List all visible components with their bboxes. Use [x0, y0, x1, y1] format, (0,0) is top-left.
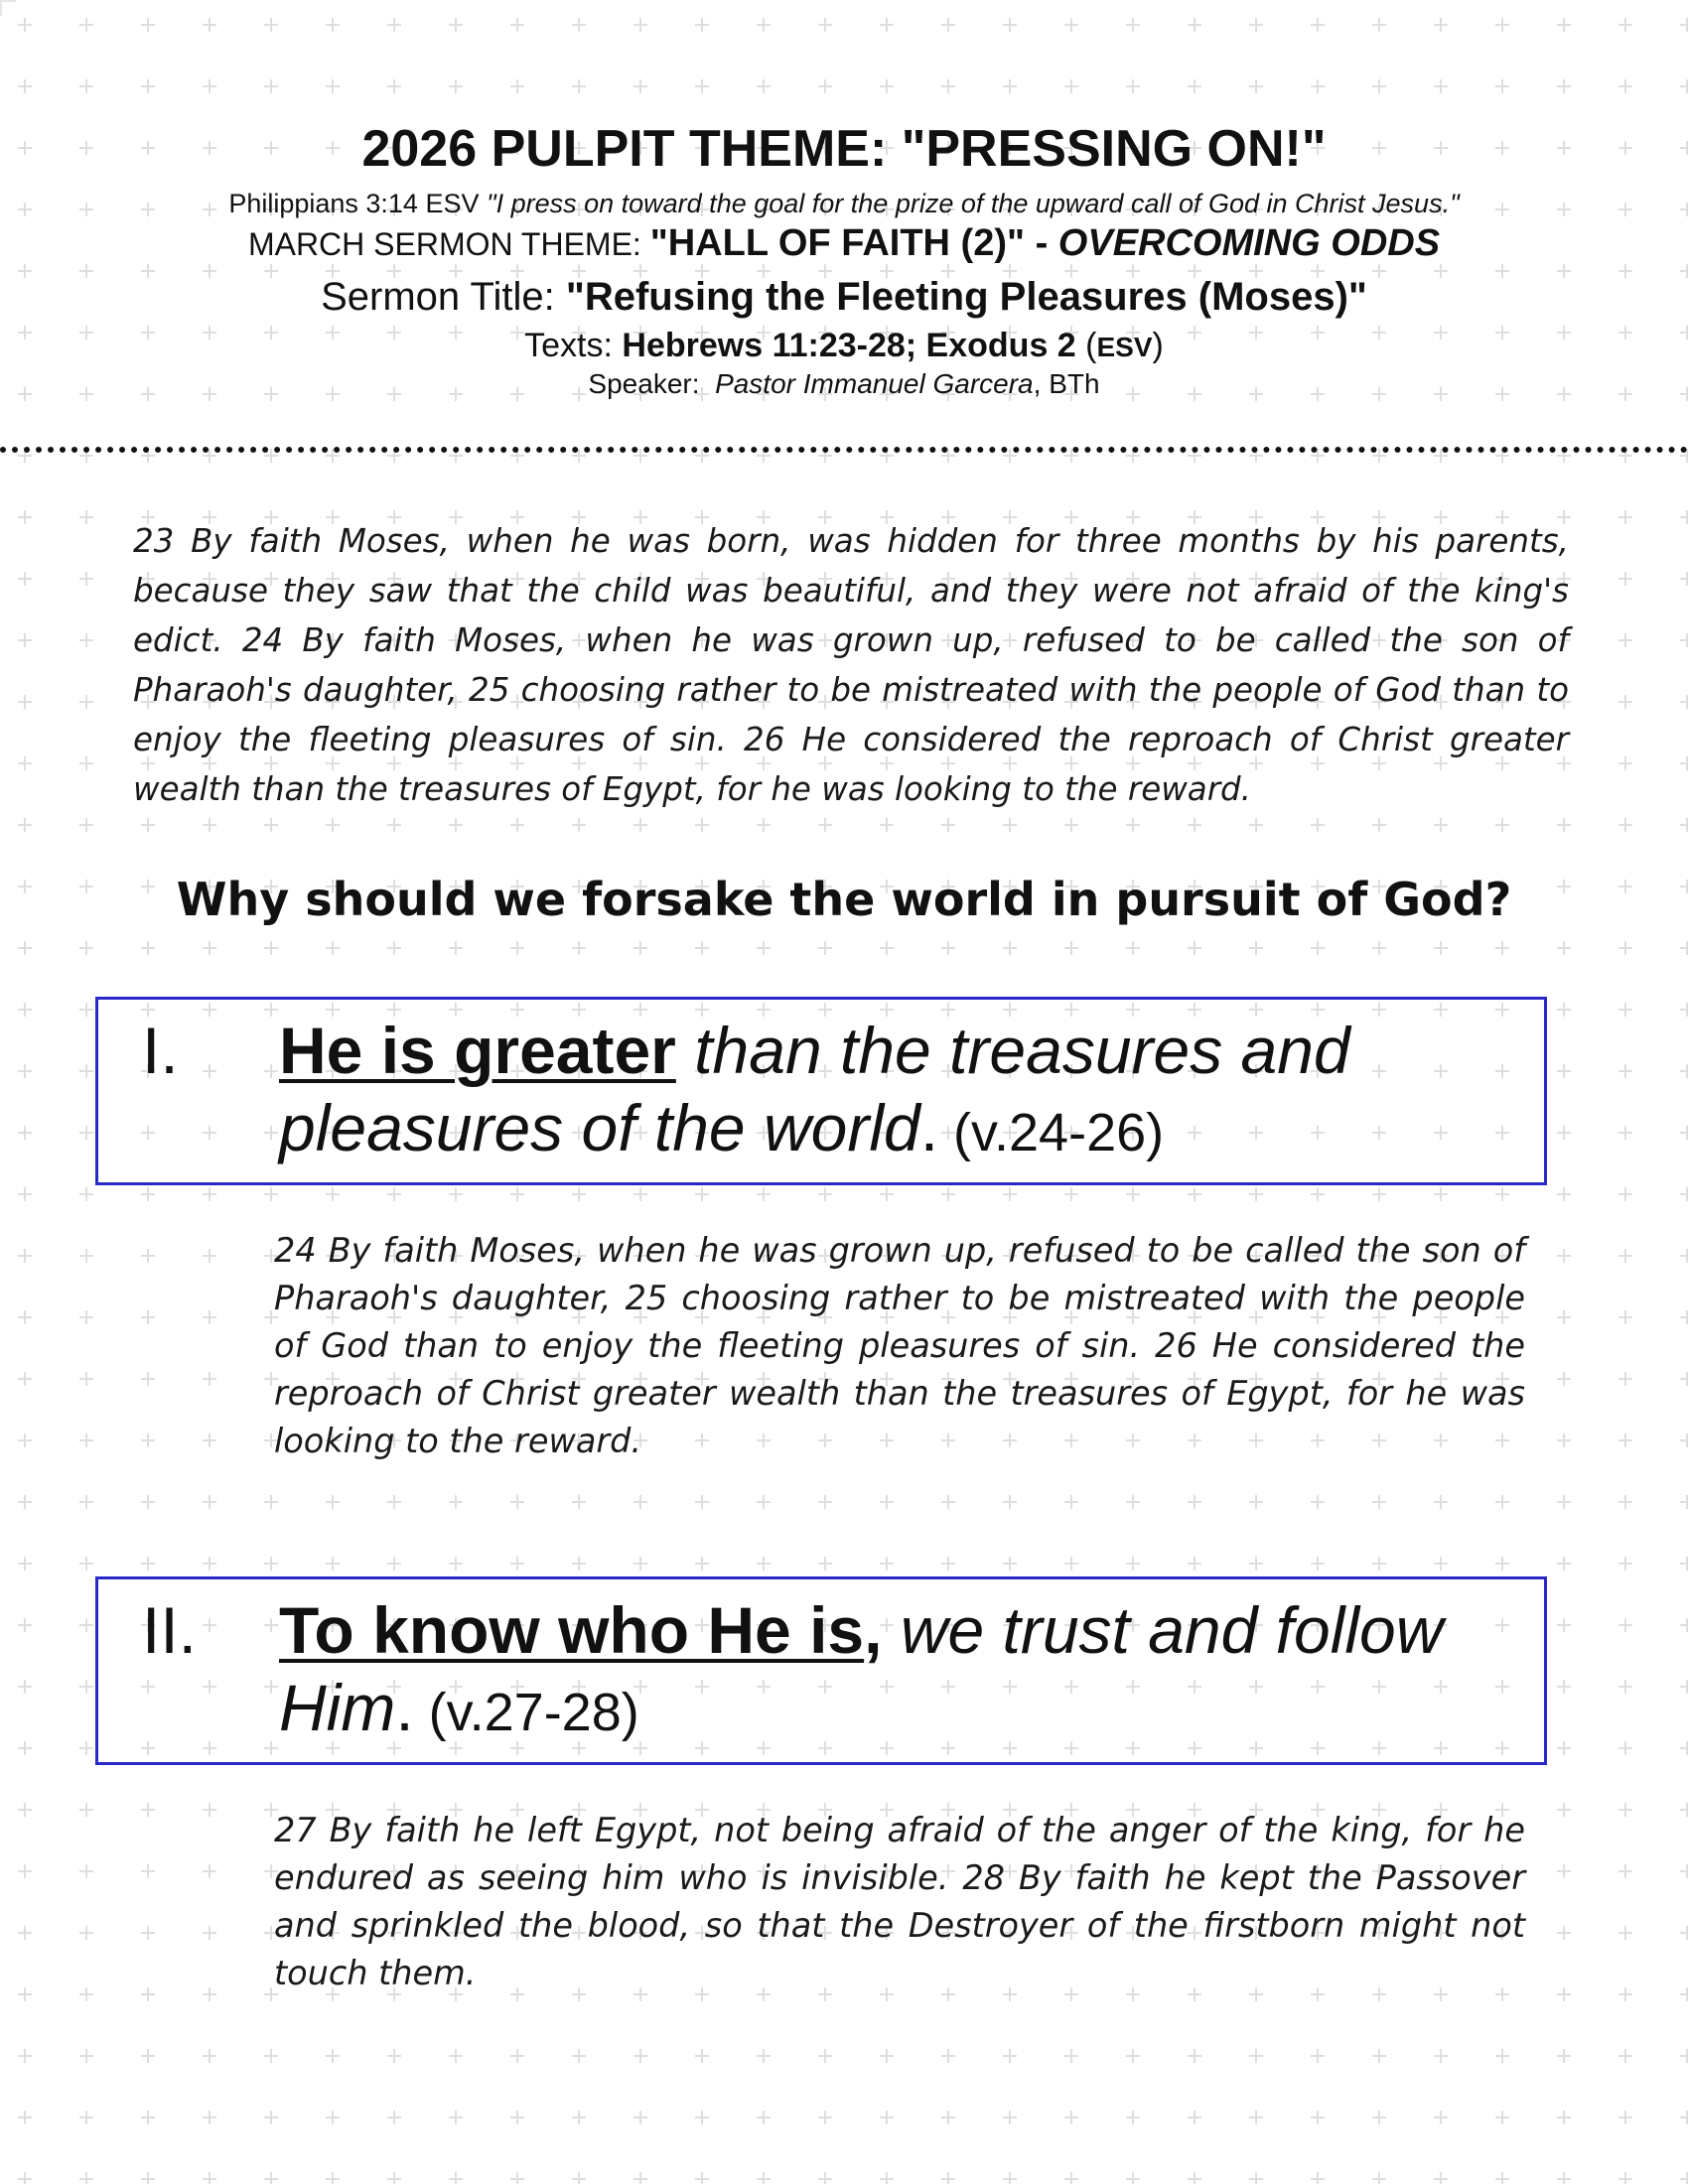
point-period: .: [395, 1671, 414, 1744]
point-numeral: I.: [142, 1014, 179, 1087]
sermon-label: Sermon Title:: [321, 275, 555, 319]
texts-paren-open: (: [1085, 327, 1097, 364]
point-verse-ref: (v.24-26): [938, 1103, 1165, 1162]
point-heading: [279, 1591, 1524, 1751]
sermon-title-line: [0, 271, 1688, 323]
theme-verse: [0, 187, 1688, 220]
point-heading: [279, 1012, 1524, 1171]
main-question: Why should we forsake the world in pursuit of God?: [176, 873, 1512, 926]
dotted-divider: [0, 447, 1688, 453]
point-key-phrase: To know who He is: [279, 1593, 865, 1667]
month-theme: "HALL OF FAITH (2)": [649, 222, 1026, 264]
verse-ref: Philippians 3:14 ESV: [228, 189, 480, 218]
sermon-header: [0, 117, 1688, 400]
point-box-2: [95, 1576, 1547, 1765]
texts-label: Texts:: [524, 327, 613, 364]
texts-paren-close: ): [1152, 327, 1164, 364]
speaker-name: Pastor Immanuel Garcera: [715, 368, 1034, 399]
point-comma: ,: [864, 1593, 883, 1667]
point-1-passage: 24 By faith Moses, when he was grown up, refused to be called the son of Pharaoh's daughter, 25 choosing rather to be mistreated with the people of God than to enjoy the fleeting pleasures of sin. 26 He considered the reproach of Christ greater wealth than the treasures of Egypt, for he was looking to the reward.: [274, 1231, 1525, 1460]
theme-title: 2026 PULPIT THEME: "PRESSING ON!": [361, 120, 1327, 178]
point-rest: than the treasures and pleasures of the world: [279, 1014, 1350, 1164]
point-period: .: [919, 1091, 939, 1164]
texts-line: [0, 325, 1688, 368]
month-label: MARCH SERMON THEME:: [247, 226, 641, 262]
speaker-suffix: , BTh: [1033, 368, 1100, 399]
point-2-passage: 27 By faith he left Egypt, not being afraid of the anger of the king, for he endured as seeing him who is invisible. 28 By faith he kept the Passover and sprinkled the blood, so that the Destroyer of the firstborn might not touch them.: [274, 1811, 1525, 1992]
point-key-phrase: He is greater: [279, 1014, 676, 1087]
sermon-title: "Refusing the Fleeting Pleasures (Moses)": [565, 275, 1367, 319]
point-rest: we trust and follow Him: [279, 1593, 1444, 1744]
point-verse-ref: (v.27-28): [413, 1683, 639, 1742]
speaker-line: [0, 368, 1688, 400]
point-box-1: [95, 997, 1547, 1185]
main-passage: 23 By faith Moses, when he was born, was hidden for three months by his parents, because they saw that the child was beautiful, and they were not afraid of the king's edict. 24 By faith Moses, when he was grown up, refused to be called the son of Pharaoh's daughter, 25 choosing rather to be mistreated with the people of God than to enjoy the fleeting pleasures of sin. 26 He considered the reproach of Christ greater wealth than the treasures of Egypt, for he was looking to the reward.: [133, 522, 1569, 808]
month-theme-line: [0, 222, 1688, 265]
texts-version: ESV: [1096, 332, 1153, 362]
month-subtheme: OVERCOMING ODDS: [1057, 222, 1441, 264]
month-dash: -: [1025, 222, 1058, 264]
texts-refs: Hebrews 11:23-28; Exodus 2: [622, 327, 1076, 364]
point-numeral: II.: [142, 1593, 198, 1667]
verse-text: "I press on toward the goal for the prize of the upward call of God in Christ Jesus.": [487, 189, 1460, 218]
speaker-label: Speaker:: [588, 368, 700, 399]
